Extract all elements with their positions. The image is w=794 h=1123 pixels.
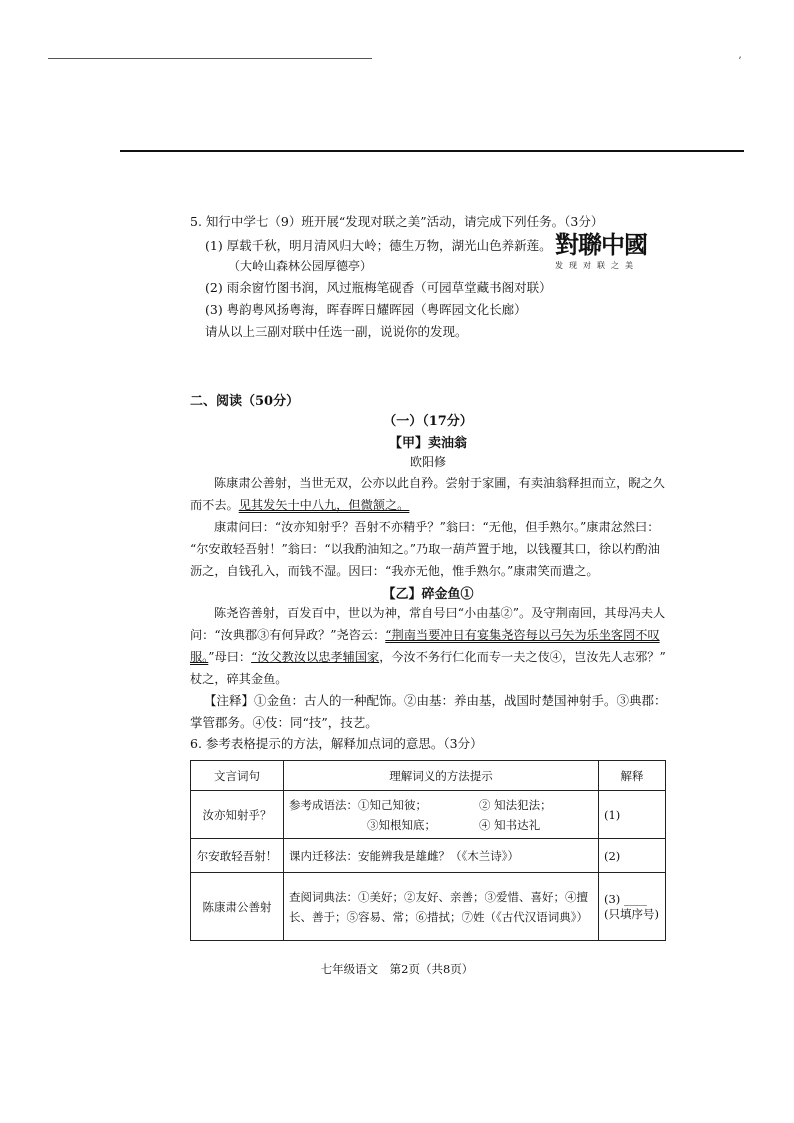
jia-line-1: 陈康肃公善射，当世无双，公亦以此自矜。尝射于家圃，有卖油翁释担而立，睨之久 xyxy=(214,476,665,490)
table-row xyxy=(191,791,666,839)
q5-task: 请从以上三副对联中任选一副，说说你的发现。 xyxy=(205,324,468,339)
yi-line-3a: ”母曰： xyxy=(208,650,252,664)
yi-line-2a: 问：“汝典郡③有何异政？”尧咨云： xyxy=(190,628,386,642)
part-1-title: （一）（17分） xyxy=(383,414,473,429)
q5-couplet-3: (3) 粤韵粤风扬粤海，晖春晖日耀晖园（粤晖园文化长廊） xyxy=(205,302,527,317)
notes-line-2: 掌管郡务。④伎：同“技”，技艺。 xyxy=(190,715,378,730)
row1-method-b: ② 知法犯法； xyxy=(479,797,552,812)
yi-line-3b: ，今汝不务行仁化而专一夫之伎④，岂汝先人志邪？” xyxy=(379,650,666,664)
q5-couplet-2: (2) 雨余窗竹图书润，风过瓶梅笔砚香（可园草堂藏书阁对联） xyxy=(205,280,552,295)
jia-underlined: 见其发矢十中八九，但微颔之。 xyxy=(238,498,410,512)
row3-phrase: 陈康肃公善射 xyxy=(191,873,284,941)
jia-line-4: “尔安敢轻吾射！”翁曰：“以我酌油知之。”乃取一葫芦置于地，以钱覆其口，徐以杓酌油 xyxy=(190,542,660,556)
jia-author: 欧阳修 xyxy=(409,455,446,469)
section-title: 二、阅读（50分） xyxy=(190,394,300,409)
yi-underlined-1: “荆南当要冲日有宴集尧咨每以弓矢为乐坐客罔不叹 xyxy=(385,628,660,642)
couplet-logo xyxy=(555,232,665,271)
header-method: 理解词义的方法提示 xyxy=(284,761,599,791)
q5-couplet-1: (1) 厚载千秋，明月清风归大岭；德生万物，湖光山色养新莲。 xyxy=(205,238,552,253)
jia-line-5: 沥之，自钱孔入，而钱不湿。因曰：“我亦无他，惟手熟尔。”康肃笑而遣之。 xyxy=(190,564,599,578)
yi-title: 【乙】碎金鱼① xyxy=(382,587,474,602)
row1-answer: (1) xyxy=(599,791,666,839)
row1-method xyxy=(284,791,599,839)
yi-line-3 xyxy=(190,649,666,665)
row2-answer: (2) xyxy=(599,839,666,873)
header-answer: 解释 xyxy=(599,761,666,791)
row3-answer-blank: (3) ____ xyxy=(604,891,647,906)
q6-prompt: 6. 参考表格提示的方法，解释加点词的意思。（3分） xyxy=(190,736,483,751)
table-row xyxy=(191,873,666,941)
jia-line-3: 康肃问曰：“汝亦知射乎？吾射不亦精乎？”翁曰：“无他，但手熟尔。”康肃忿然曰： xyxy=(214,520,660,534)
row3-answer xyxy=(599,873,666,941)
row2-phrase: 尔安敢轻吾射！ xyxy=(191,839,284,873)
yi-line-2 xyxy=(190,627,660,643)
row2-method: 课内迁移法：安能辨我是雄雌？（《木兰诗》） xyxy=(284,839,599,873)
yi-line-4: 杖之，碎其金鱼。 xyxy=(190,672,288,686)
jia-line-2 xyxy=(190,497,409,513)
top-rule xyxy=(48,58,372,59)
q5-prompt: 5. 知行中学七（9）班开展“发现对联之美”活动，请完成下列任务。（3分） xyxy=(190,214,604,229)
row3-method: 查阅词典法：①美好；②友好、亲善；③爱惜、喜好；④擅长、善于；⑤容易、常；⑥措拭；⑦姓（《古代汉语词典》） xyxy=(284,873,599,941)
yi-underlined-1b: 服。 xyxy=(190,650,209,664)
row1-phrase: 汝亦知射乎？ xyxy=(191,791,284,839)
logo-subtitle: 发现对联之美 xyxy=(555,261,639,270)
page-footer: 七年级语文 第2页（共8页） xyxy=(320,962,474,976)
table-header-row xyxy=(191,761,666,791)
q5-couplet-1-source: （大岭山森林公园厚德亭） xyxy=(228,259,373,273)
q6-table xyxy=(190,760,666,941)
corner-mark: ʼ xyxy=(738,56,742,67)
row1-method-a: 参考成语法：①知己知彼； xyxy=(289,797,427,812)
notes-line-1: 【注释】①金鱼：古人的一种配饰。②由基：养由基，战国时楚国神射手。③典郡： xyxy=(204,693,667,708)
jia-title: 【甲】卖油翁 xyxy=(388,436,467,451)
header-phrase: 文言词句 xyxy=(191,761,284,791)
logo-title: 對聯中國 xyxy=(555,230,647,259)
table-row xyxy=(191,839,666,873)
yi-underlined-2: “汝父教汝以忠孝辅国家 xyxy=(251,650,380,664)
row1-method-d: ④ 知书达礼 xyxy=(479,817,541,832)
jia-line-2a: 而不去。 xyxy=(190,498,239,512)
header-rule xyxy=(120,150,744,152)
row3-answer-note: (只填序号) xyxy=(604,906,659,921)
row1-method-c: ③知根知底； xyxy=(367,817,436,832)
yi-line-1: 陈尧咨善射，百发百中，世以为神，常自号曰“小由基②”。及守荆南回，其母冯夫人 xyxy=(214,606,666,620)
